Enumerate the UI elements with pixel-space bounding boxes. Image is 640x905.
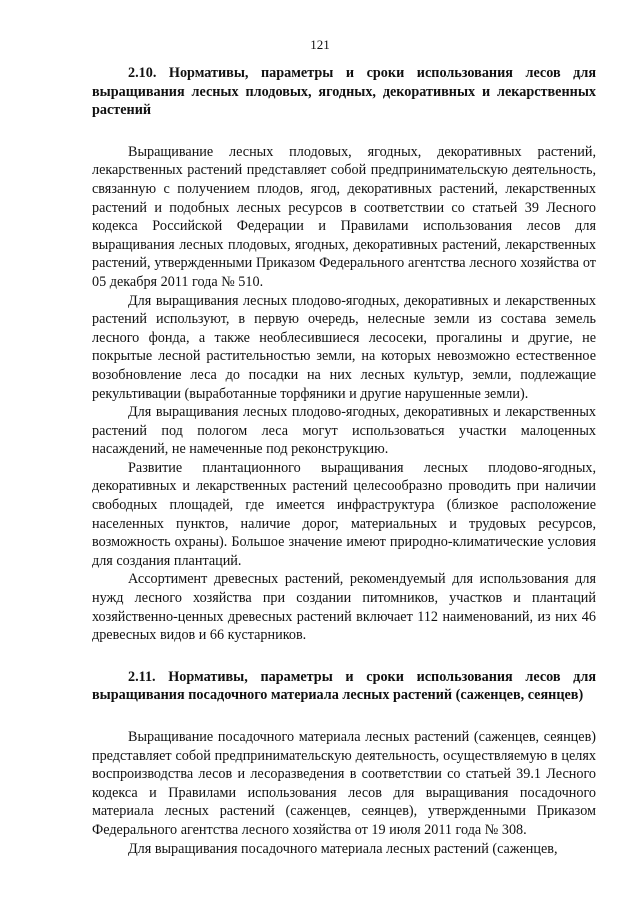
section-heading: 2.11. Нормативы, параметры и сроки использования лесов для выращивания посадочного материала лесных растений (саженцев, сеянцев): [92, 668, 596, 704]
section-2-10: [92, 64, 596, 645]
paragraph: Для выращивания лесных плодово-ягодных, декоративных и лекарственных растений используют, в первую очередь, нелесные земли из состава земель лесного фонда, а также необлесившиеся лесосеки, прогалины и другие, не покрытые лесной растительностью земли, на которых невозможно естественное возобновление леса до посадки на них лесных культур, земли, подлежащие рекультивации (выработанные торфяники и другие нарушенные земли).: [92, 292, 596, 402]
page-content: [92, 64, 596, 858]
section-2-11: [92, 668, 596, 858]
paragraph: Для выращивания лесных плодово-ягодных, декоративных и лекарственных растений под пологом леса могут использоваться участки малоценных насаждений, не намеченные под реконструкцию.: [92, 404, 596, 458]
paragraph: Для выращивания посадочного материала лесных растений (саженцев,: [128, 840, 558, 857]
section-heading: 2.10. Нормативы, параметры и сроки использования лесов для выращивания лесных плодовых, ягодных, декоративных и лекарственных растений: [92, 65, 596, 119]
paragraph: Выращивание посадочного материала лесных растений (саженцев, сеянцев) представляет собой предпринимательскую деятельность, осуществляемую в целях воспроизводства лесов и лесоразведения в соответствии со статьей 39.1 Лесного кодекса и Правилами использования лесов для выращивания посадочного материала лесных растений (саженцев, сеянцев), утвержденными Приказом Федерального агентства лесного хозяйства от 19 июля 2011 года № 308.: [92, 729, 596, 838]
paragraph: Развитие плантационного выращивания лесных плодово-ягодных, декоративных и лекарственных растений целесообразно проводить при наличии свободных площадей, где имеется инфраструктура (близкое расположение населенных пунктов, наличие дорог, материальных и трудовых ресурсов, возможность охраны). Большое значение имеют природно-климатические условия для создания плантаций.: [92, 459, 596, 569]
page-number: 121: [310, 37, 330, 52]
paragraph: Ассортимент древесных растений, рекомендуемый для использования для нужд лесного хозяйства при создании питомников, участков и плантаций хозяйственно-ценных древесных растений включает 112 наименований, из них 46 древесных видов и 66 кустарников.: [92, 571, 596, 644]
paragraph: Выращивание лесных плодовых, ягодных, декоративных растений, лекарственных растений представляет собой предпринимательскую деятельность, связанную с получением плодов, ягод, декоративных растений, лекарственных растений и подобных лесных ресурсов в соответствии со статьей 39 Лесного кодекса Российской Федерации и Правилами использования лесов для выращивания лесных плодовых, ягодных, декоративных растений, лекарственных растений, утвержденными Приказом Федерального агентства лесного хозяйства от 05 декабря 2011 года № 510.: [92, 143, 596, 290]
